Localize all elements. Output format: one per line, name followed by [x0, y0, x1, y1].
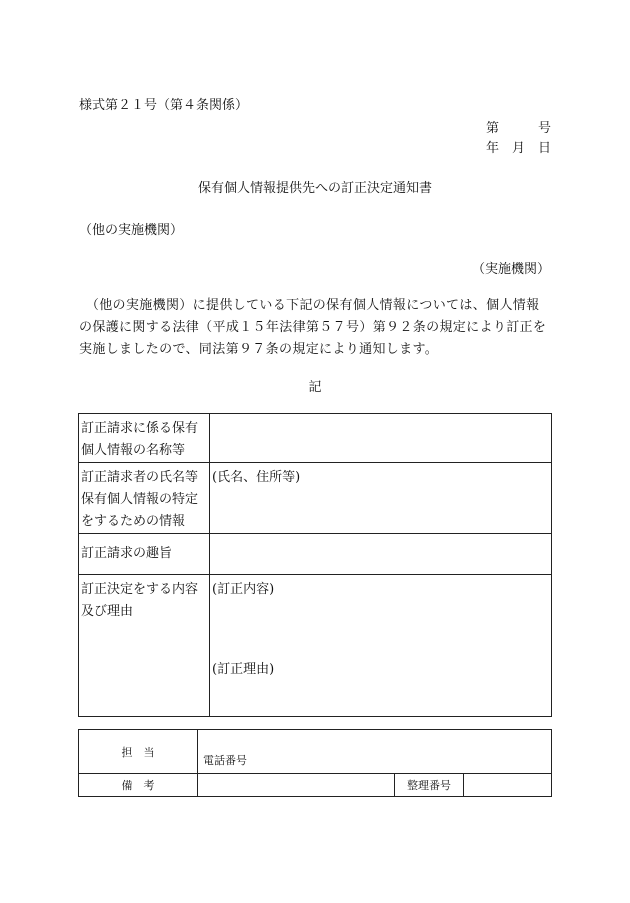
table-row — [79, 534, 552, 575]
row-label-purpose: 訂正請求の趣旨 — [79, 534, 210, 575]
staff-table — [78, 729, 552, 797]
row-label-requester: 訂正請求者の氏名等保有個人情報の特定をするための情報 — [79, 463, 210, 534]
phone-cell — [198, 730, 552, 774]
table-row — [79, 774, 552, 797]
correction-content-label: (訂正内容) — [212, 582, 275, 597]
form-number: 様式第２１号（第４条関係） — [79, 98, 249, 113]
document-title: 保有個人情報提供先への訂正決定通知書 — [197, 181, 432, 196]
table-row — [79, 575, 552, 717]
ki-heading: 記 — [308, 380, 322, 395]
table-row — [79, 463, 552, 534]
body-paragraph — [79, 295, 552, 361]
phone-label: 電話番号 — [203, 754, 247, 767]
tanto-label: 担 当 — [79, 730, 198, 774]
addressee: （他の実施機関） — [79, 223, 184, 238]
correction-reason-label: (訂正理由) — [212, 662, 275, 677]
row-value-decision — [210, 575, 552, 717]
table-row — [79, 414, 552, 463]
body-text: （他の実施機関）に提供している下記の保有個人情報については、個人情報の保護に関する法律（平成１５年法律第５７号）第９２条の規定により訂正を実施しましたので、同法第９７条の規定により通知します。 — [79, 298, 547, 357]
row-value-name — [210, 414, 552, 463]
seiri-value — [464, 774, 552, 797]
table-row — [79, 730, 552, 774]
biko-value — [198, 774, 395, 797]
details-table — [78, 413, 552, 717]
date-line: 年 月 日 — [486, 141, 552, 156]
seiri-label: 整理番号 — [395, 774, 464, 797]
document-number-line: 第 号 — [486, 121, 552, 136]
sender: （実施機関） — [471, 262, 550, 277]
biko-label: 備 考 — [79, 774, 198, 797]
row-value-purpose — [210, 534, 552, 575]
row-label-decision: 訂正決定をする内容及び理由 — [79, 575, 210, 717]
row-label-name: 訂正請求に係る保有個人情報の名称等 — [79, 414, 210, 463]
row-value-requester: (氏名、住所等) — [210, 463, 552, 534]
